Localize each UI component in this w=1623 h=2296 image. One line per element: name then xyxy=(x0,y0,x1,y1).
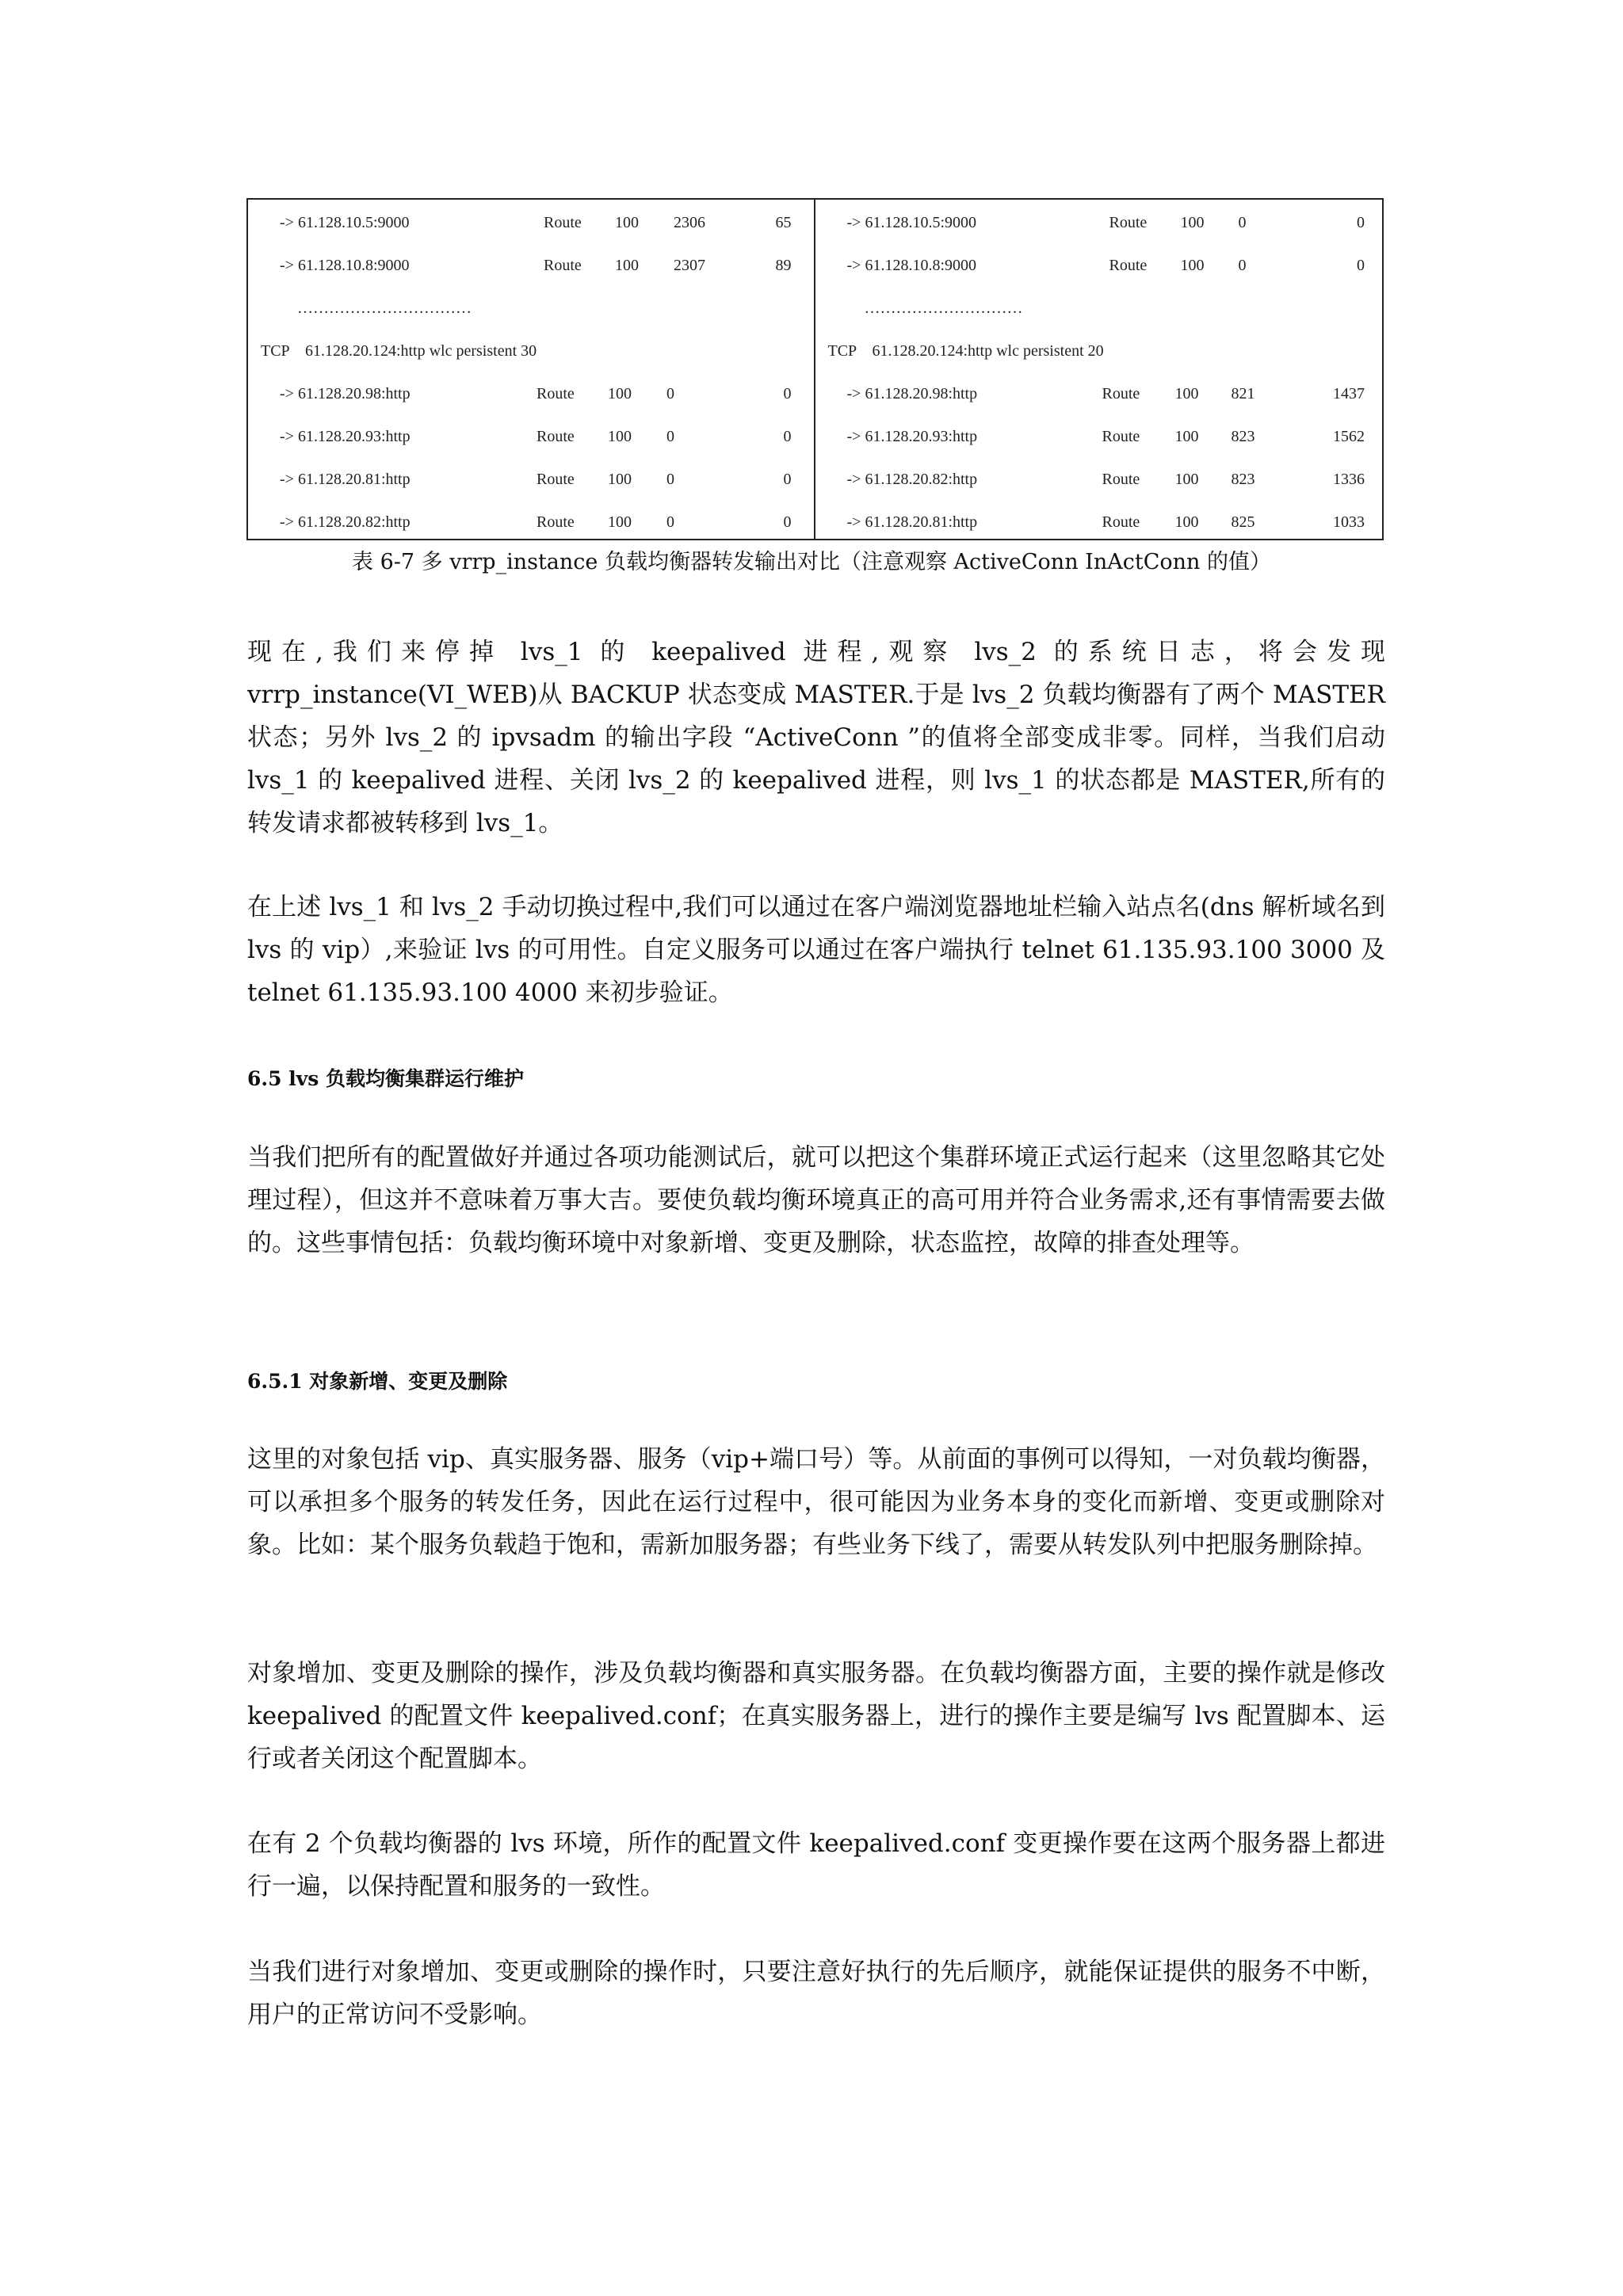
active-conn-value: 0 xyxy=(666,428,674,445)
table-row xyxy=(248,254,814,277)
inactive-conn-value: 0 xyxy=(783,471,792,488)
weight-value: 100 xyxy=(615,257,639,274)
active-conn-value: 0 xyxy=(666,471,674,488)
active-conn-value: 0 xyxy=(666,513,674,531)
weight-value: 100 xyxy=(1174,428,1199,445)
real-server-address: -> 61.128.20.98:http xyxy=(846,385,978,402)
forward-method: Route xyxy=(544,214,582,231)
table-row xyxy=(248,510,814,534)
real-server-address: -> 61.128.20.93:http xyxy=(280,428,411,445)
table-row xyxy=(815,382,1383,406)
active-conn-value: 823 xyxy=(1231,471,1255,488)
table-row xyxy=(248,382,814,406)
paragraph-consistency: 在有 2 个负载均衡器的 lvs 环境，所作的配置文件 keepalived.conf 变更操作要在这两个服务器上都进行一遍，以保持配置和服务的一致性。 xyxy=(247,1829,1385,1901)
table-row xyxy=(815,211,1383,235)
active-conn-value: 825 xyxy=(1231,513,1255,531)
forward-method: Route xyxy=(537,428,575,445)
forward-method: Route xyxy=(1102,513,1140,531)
active-conn-value: 0 xyxy=(1238,214,1247,231)
active-conn-value: 0 xyxy=(1238,257,1247,274)
inactive-conn-value: 89 xyxy=(775,257,792,274)
table-row xyxy=(815,425,1383,448)
ellipsis-row: ………………………… xyxy=(864,299,1023,317)
paragraph-maintenance: 当我们把所有的配置做好并通过各项功能测试后，就可以把这个集群环境正式运行起来（这里忽略其它处理过程），但这并不意味着万事大吉。要使负载均衡环境真正的高可用并符合业务需求,还有事情需要去做的。这些事情包括：负载均衡环境中对象新增、变更及删除，状态监控，故障的排查处理等。 xyxy=(247,1143,1385,1257)
inactive-conn-value: 0 xyxy=(783,385,792,402)
weight-value: 100 xyxy=(608,471,632,488)
forward-method: Route xyxy=(544,257,582,274)
forward-method: Route xyxy=(1109,214,1148,231)
active-conn-value: 821 xyxy=(1231,385,1255,402)
weight-value: 100 xyxy=(615,214,639,231)
real-server-address: -> 61.128.20.81:http xyxy=(280,471,411,488)
real-server-address: -> 61.128.10.5:9000 xyxy=(846,214,976,231)
forward-method: Route xyxy=(537,471,575,488)
weight-value: 100 xyxy=(1180,214,1205,231)
table-row xyxy=(248,211,814,235)
weight-value: 100 xyxy=(608,428,632,445)
inactive-conn-value: 1437 xyxy=(1333,385,1365,402)
inactive-conn-value: 0 xyxy=(1357,257,1365,274)
section-heading-6-5: 6.5 lvs 负载均衡集群运行维护 xyxy=(247,1067,524,1090)
paragraph-operations: 对象增加、变更及删除的操作，涉及负载均衡器和真实服务器。在负载均衡器方面，主要的操作就是修改 keepalived 的配置文件 keepalived.conf；在真实服务器上，进行的操作主要是编写 lvs 配置脚本、运行或者关闭这个配置脚本。 xyxy=(247,1659,1385,1773)
weight-value: 100 xyxy=(1180,257,1205,274)
weight-value: 100 xyxy=(1174,513,1199,531)
forward-method: Route xyxy=(537,385,575,402)
inactive-conn-value: 0 xyxy=(1357,214,1365,231)
inactive-conn-value: 0 xyxy=(783,428,792,445)
inactive-conn-value: 65 xyxy=(775,214,792,231)
table-row xyxy=(815,339,1383,363)
table-row xyxy=(248,339,814,363)
weight-value: 100 xyxy=(608,385,632,402)
real-server-address: -> 61.128.10.5:9000 xyxy=(280,214,410,231)
table-row xyxy=(248,425,814,448)
inactive-conn-value: 1033 xyxy=(1333,513,1365,531)
paragraph-verify: 在上述 lvs_1 和 lvs_2 手动切换过程中,我们可以通过在客户端浏览器地址栏输入站点名(dns 解析域名到 lvs 的 vip）,来验证 lvs 的可用性。自定义服务可以通过在客户端执行 telnet 61.135.93.100 3000 及 telnet 61.135.93.100 4000 来初步验证。 xyxy=(247,893,1385,1007)
ipvsadm-comparison-table xyxy=(246,198,1384,540)
paragraph-failover: 现在,我们来停掉 lvs_1 的 keepalived 进程,观察 lvs_2 的系统日志，将会发现 vrrp_instance(VI_WEB)从 BACKUP 状态变成 MASTER.于是 lvs_2 负载均衡器有了两个 MASTER 状态；另外 lvs_2 的 ipvsadm 的输出字段 “ActiveConn ”的值将全部变成非零。同样，当我们启动 lvs_1 的 keepalived 进程、关闭 lvs_2 的 keepalived 进程，则 lvs_1 的状态都是 MASTER,所有的转发请求都被转移到 lvs_1。 xyxy=(247,638,1385,837)
inactive-conn-value: 0 xyxy=(783,513,792,531)
table-row xyxy=(815,296,1383,320)
inactive-conn-value: 1336 xyxy=(1333,471,1365,488)
virtual-service-line: TCP 61.128.20.124:http wlc persistent 20 xyxy=(827,342,1104,360)
real-server-address: -> 61.128.20.93:http xyxy=(846,428,978,445)
table-row xyxy=(248,467,814,491)
table-row xyxy=(815,467,1383,491)
table-right-column xyxy=(815,200,1383,539)
inactive-conn-value: 1562 xyxy=(1333,428,1365,445)
forward-method: Route xyxy=(1102,428,1140,445)
paragraph-order: 当我们进行对象增加、变更或删除的操作时，只要注意好执行的先后顺序，就能保证提供的服务不中断，用户的正常访问不受影响。 xyxy=(247,1958,1385,2029)
paragraph-objects: 这里的对象包括 vip、真实服务器、服务（vip+端口号）等。从前面的事例可以得知，一对负载均衡器，可以承担多个服务的转发任务，因此在运行过程中，很可能因为业务本身的变化而新增、变更或删除对象。比如：某个服务负载趋于饱和，需新加服务器；有些业务下线了，需要从转发队列中把服务删除掉。 xyxy=(247,1445,1385,1559)
forward-method: Route xyxy=(1109,257,1148,274)
active-conn-value: 2306 xyxy=(674,214,705,231)
weight-value: 100 xyxy=(608,513,632,531)
table-caption: 表 6-7 多 vrrp_instance 负载均衡器转发输出对比（注意观察 ActiveConn InActConn 的值） xyxy=(352,550,1271,574)
active-conn-value: 823 xyxy=(1231,428,1255,445)
real-server-address: -> 61.128.20.81:http xyxy=(846,513,978,531)
real-server-address: -> 61.128.20.82:http xyxy=(846,471,978,488)
virtual-service-line: TCP 61.128.20.124:http wlc persistent 30 xyxy=(261,342,537,360)
forward-method: Route xyxy=(537,513,575,531)
table-row xyxy=(815,510,1383,534)
active-conn-value: 0 xyxy=(666,385,674,402)
real-server-address: -> 61.128.10.8:9000 xyxy=(846,257,976,274)
section-heading-6-5-1: 6.5.1 对象新增、变更及删除 xyxy=(247,1370,508,1393)
weight-value: 100 xyxy=(1174,385,1199,402)
ellipsis-row: …………………………… xyxy=(297,299,472,317)
active-conn-value: 2307 xyxy=(674,257,705,274)
weight-value: 100 xyxy=(1174,471,1199,488)
real-server-address: -> 61.128.20.98:http xyxy=(280,385,411,402)
real-server-address: -> 61.128.20.82:http xyxy=(280,513,411,531)
forward-method: Route xyxy=(1102,471,1140,488)
table-left-column xyxy=(248,200,815,539)
table-row xyxy=(815,254,1383,277)
forward-method: Route xyxy=(1102,385,1140,402)
real-server-address: -> 61.128.10.8:9000 xyxy=(280,257,410,274)
table-row xyxy=(248,296,814,320)
